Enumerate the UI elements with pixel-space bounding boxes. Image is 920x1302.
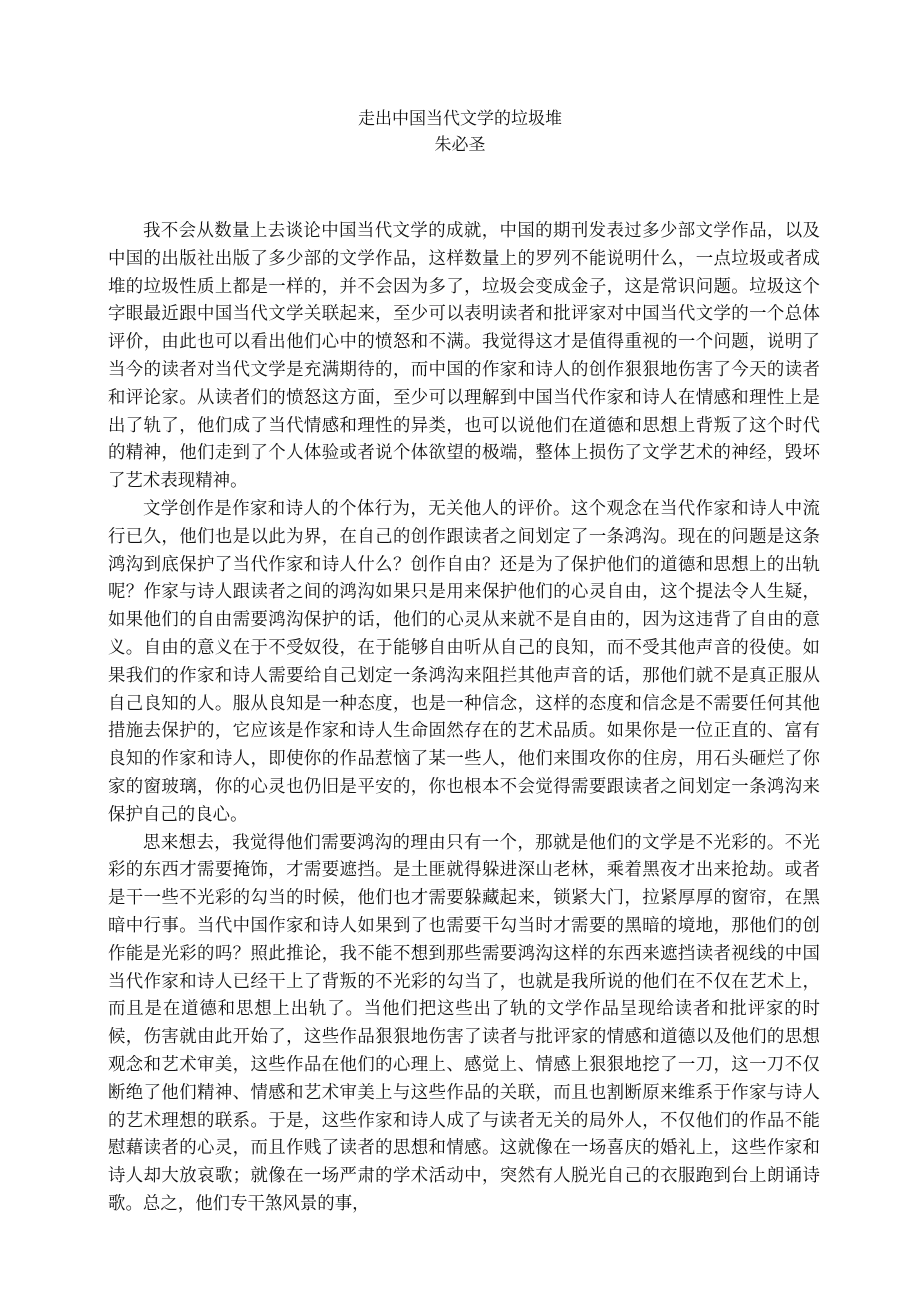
paragraph-3: 思来想去，我觉得他们需要鸿沟的理由只有一个，那就是他们的文学是不光彩的。不光彩的东西才需要掩饰，才需要遮挡。是土匪就得躲进深山老林，乘着黑夜才出来抢劫。或者是干一些不光彩的勾当的时候，他们也才需要躲藏起来，锁紧大门，拉紧厚厚的窗帘，在黑暗中行事。当代中国作家和诗人如果到了也需要干勾当时才需要的黑暗的境地，那他们的创作能是光彩的吗？照此推论，我不能不想到那些需要鸿沟这样的东西来遮挡读者视线的中国当代作家和诗人已经干上了背叛的不光彩的勾当了，也就是我所说的他们在不仅在艺术上，而且是在道德和思想上出轨了。当他们把这些出了轨的文学作品呈现给读者和批评家的时候，伤害就由此开始了，这些作品狠狠地伤害了读者与批评家的情感和道德以及他们的思想观念和艺术审美，这些作品在他们的心理上、感觉上、情感上狠狠地挖了一刀，这一刀不仅断绝了他们精神、情感和艺术审美上与这些作品的关联，而且也割断原来维系于作家与诗人的艺术理想的联系。于是，这些作家和诗人成了与读者无关的局外人，不仅他们的作品不能慰藉读者的心灵，而且作贱了读者的思想和情感。这就像在一场喜庆的婚礼上，这些作家和诗人却大放哀歌；就像在一场严肃的学术活动中，突然有人脱光自己的衣服跑到台上朗诵诗歌。总之，他们专干煞风景的事， xyxy=(108,832,820,1214)
paragraph-2: 文学创作是作家和诗人的个体行为，无关他人的评价。这个观念在当代作家和诗人中流行已久，他们也是以此为界，在自己的创作跟读者之间划定了一条鸿沟。现在的问题是这条鸿沟到底保护了当代作家和诗人什么？创作自由？还是为了保护他们的道德和思想上的出轨呢？作家与诗人跟读者之间的鸿沟如果只是用来保护他们的心灵自由，这个提法令人生疑，如果他们的自由需要鸿沟保护的话，他们的心灵从来就不是自由的，因为这违背了自由的意义。自由的意义在于不受奴役，在于能够自由听从自己的良知，而不受其他声音的役使。如果我们的作家和诗人需要给自己划定一条鸿沟来阻拦其他声音的话，那他们就不是真正服从自己良知的人。服从良知是一种态度，也是一种信念，这样的态度和信念是不需要任何其他措施去保护的，它应该是作家和诗人生命固然存在的艺术品质。如果你是一位正直的、富有良知的作家和诗人，即使你的作品惹恼了某一些人，他们来围攻你的住房，用石头砸烂了你家的窗玻璃，你的心灵也仍旧是平安的，你也根本不会觉得需要跟读者之间划定一条鸿沟来保护自己的良心。 xyxy=(108,498,820,825)
document-body xyxy=(108,218,820,1219)
document-author: 朱必圣 xyxy=(434,135,486,155)
paragraph-1: 我不会从数量上去谈论中国当代文学的成就，中国的期刊发表过多少部文学作品，以及中国的出版社出版了多少部的文学作品，这样数量上的罗列不能说明什么，一点垃圾或者成堆的垃圾性质上都是一样的，并不会因为多了，垃圾会变成金子，这是常识问题。垃圾这个字眼最近跟中国当代文学关联起来，至少可以表明读者和批评家对中国当代文学的一个总体评价，由此也可以看出他们心中的愤怒和不满。我觉得这才是值得重视的一个问题，说明了当今的读者对当代文学是充满期待的，而中国的作家和诗人的创作狠狠地伤害了今天的读者和评论家。从读者们的愤怒这方面，至少可以理解到中国当代作家和诗人在情感和理性上是出了轨了，他们成了当代情感和理性的异类，也可以说他们在道德和思想上背叛了这个时代的精神，他们走到了个人体验或者说个体欲望的极端，整体上损伤了文学艺术的神经，毁坏了艺术表现精神。 xyxy=(108,221,820,492)
document-title: 走出中国当代文学的垃圾堆 xyxy=(358,109,562,129)
